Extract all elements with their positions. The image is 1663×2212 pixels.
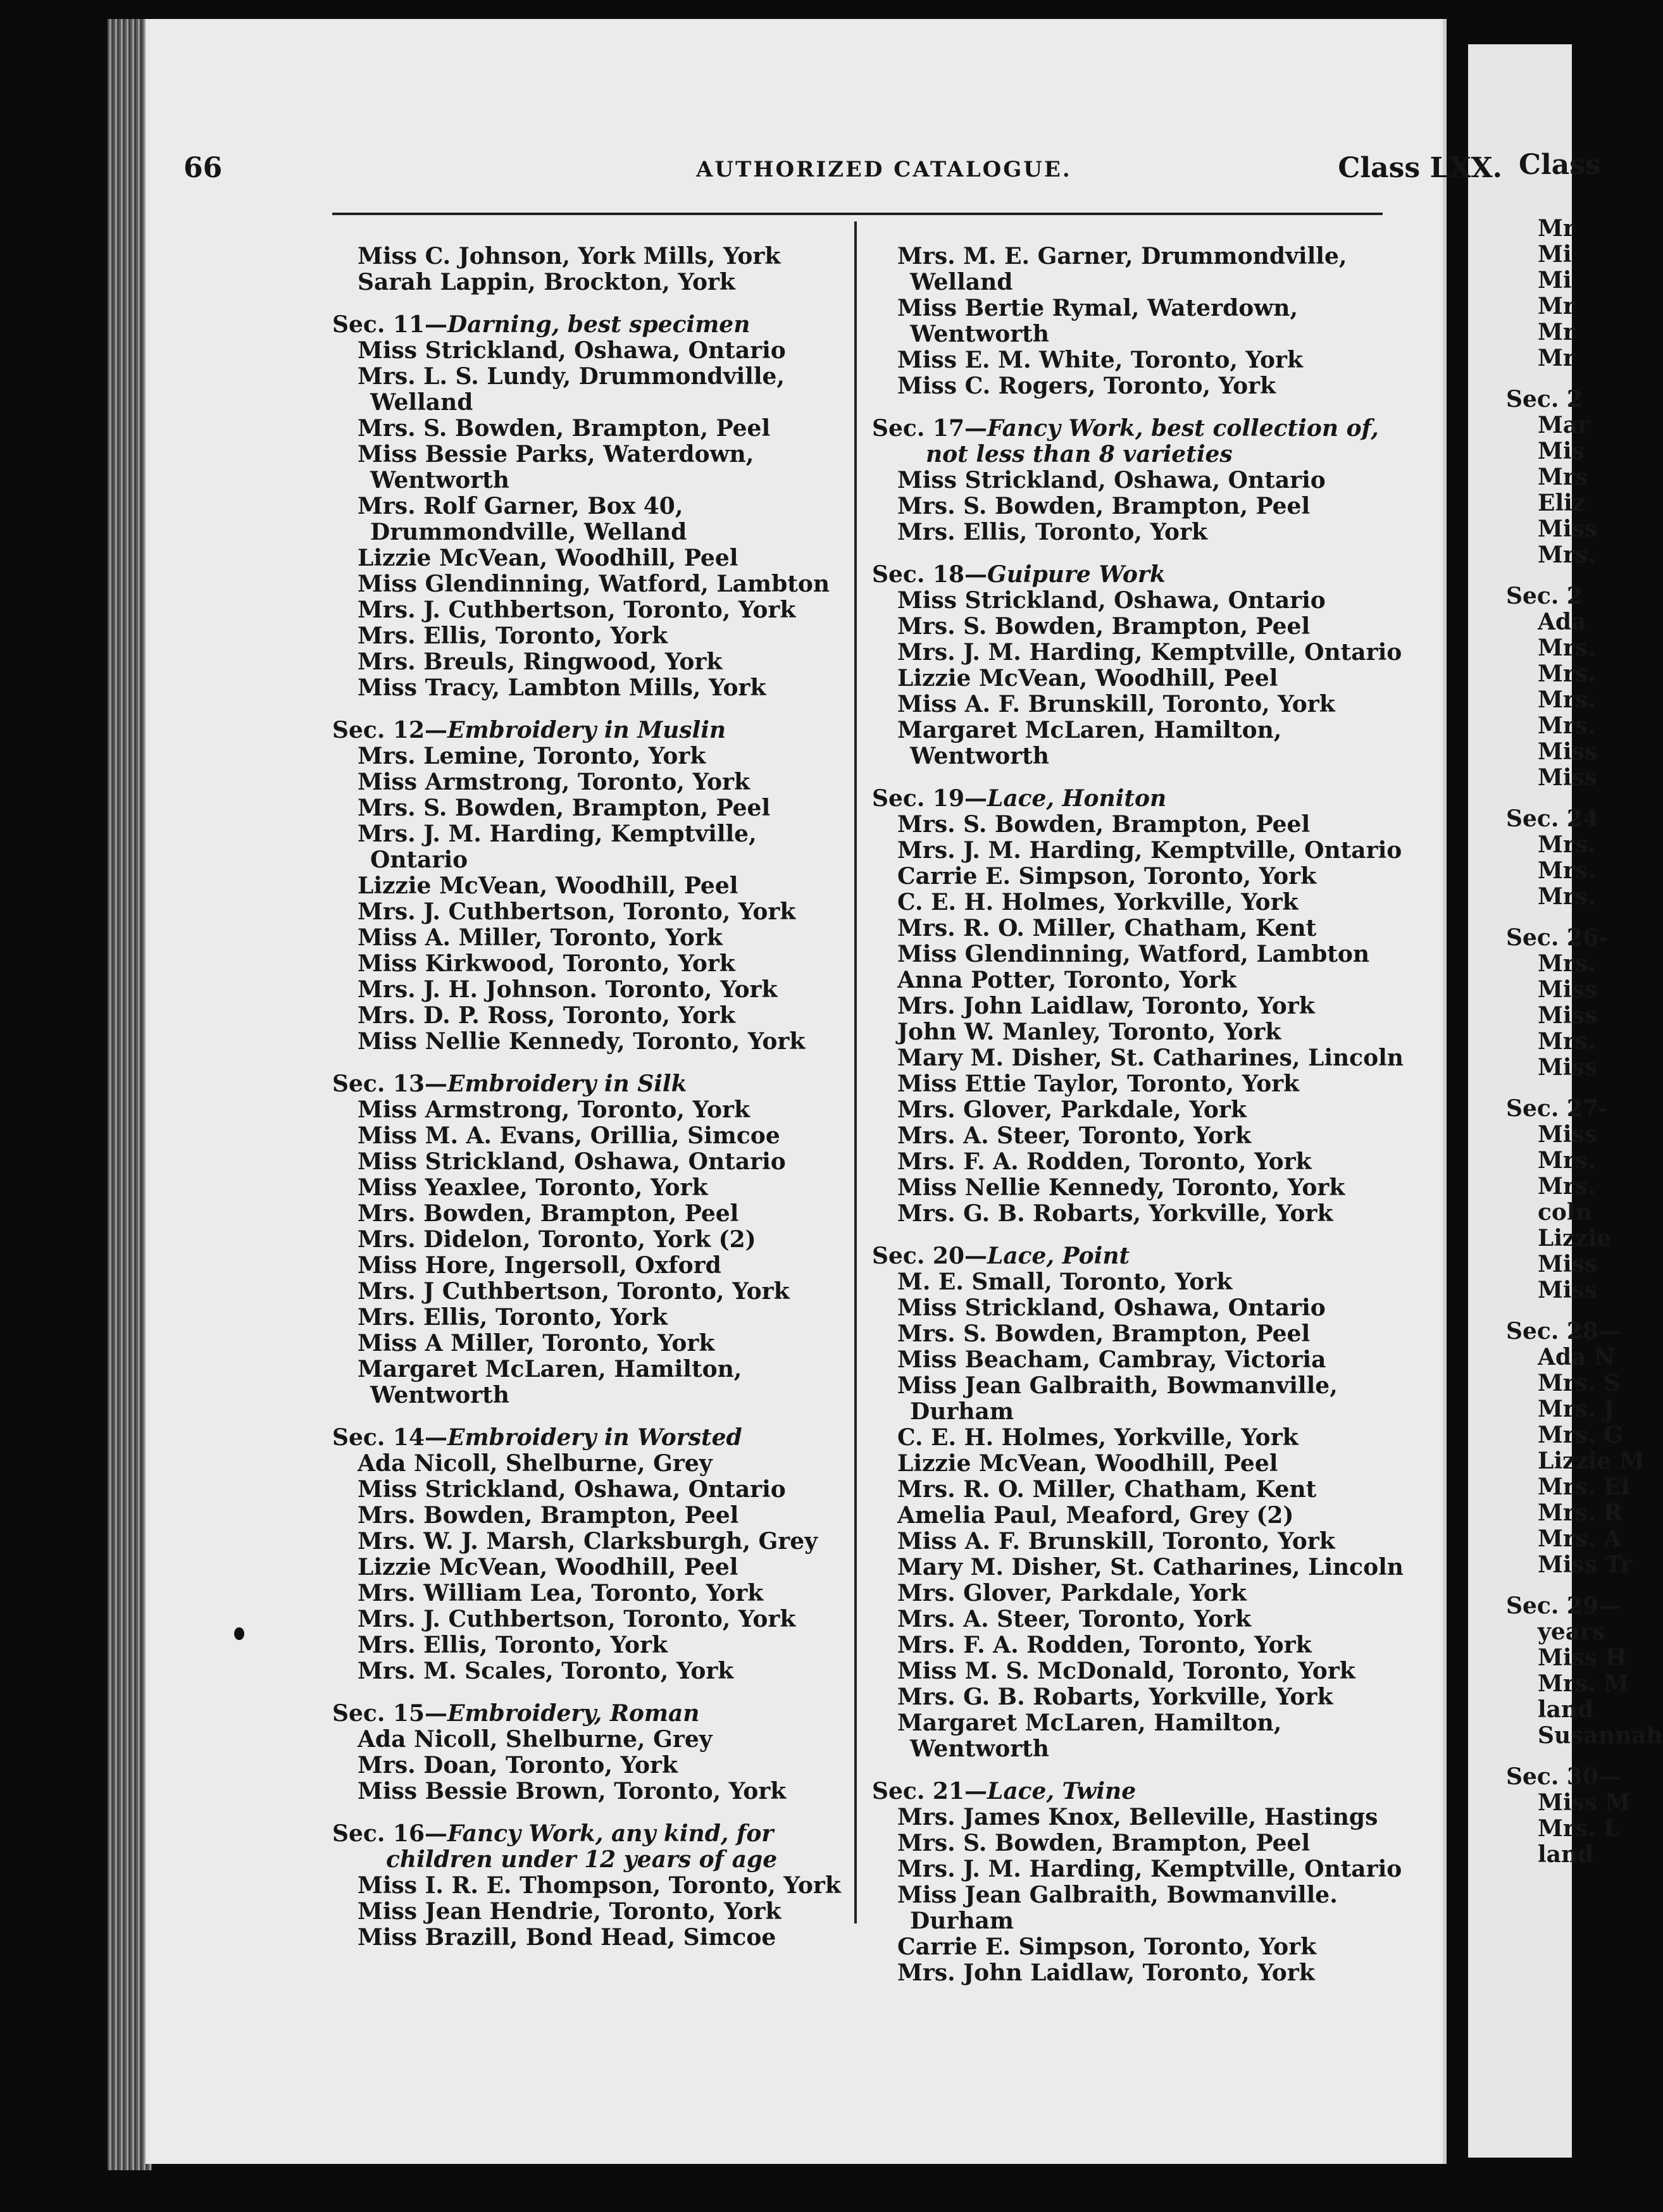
facing-page-line: Mrs. J bbox=[1538, 1396, 1615, 1422]
list-item: Mrs. R. O. Miller, Chatham, Kent bbox=[897, 915, 1317, 941]
facing-page-line: Sec. 26- bbox=[1506, 924, 1608, 951]
facing-page-line: Miss bbox=[1538, 516, 1598, 542]
list-item: Mrs. M. E. Garner, Drummondville, Welland bbox=[897, 243, 1347, 295]
list-item: Mrs. S. Bowden, Brampton, Peel bbox=[897, 493, 1311, 519]
facing-page-line: years bbox=[1538, 1619, 1605, 1645]
facing-page-line: Mr bbox=[1538, 345, 1575, 371]
list-item: Miss A. Miller, Toronto, York bbox=[358, 924, 723, 951]
section-heading bbox=[872, 786, 1404, 812]
list-item: Mrs. J. M. Harding, Kemptville, Ontario bbox=[897, 1856, 1402, 1882]
list-item: M. E. Small, Toronto, York bbox=[897, 1269, 1233, 1295]
list-item: Mrs. Ellis, Toronto, York bbox=[358, 1304, 668, 1331]
section-title: Fancy Work, any kind, for children under 12 years of age bbox=[386, 1820, 778, 1873]
list-item: Mrs. L. S. Lundy, Drummondville, Welland bbox=[358, 363, 785, 416]
running-title: AUTHORIZED CATALOGUE. bbox=[696, 157, 1072, 182]
facing-page-line: Mrs. bbox=[1538, 883, 1596, 910]
section-heading bbox=[872, 1779, 1404, 1805]
list-item: Mrs. M. Scales, Toronto, York bbox=[358, 1658, 734, 1684]
list-item: Mrs. John Laidlaw, Toronto, York bbox=[897, 1960, 1315, 1986]
list-item: Mrs. S. Bowden, Brampton, Peel bbox=[897, 1320, 1311, 1347]
header-rule bbox=[332, 213, 1383, 215]
section-title: Lace, Point bbox=[987, 1243, 1130, 1269]
section-number: Sec. 21— bbox=[872, 1778, 987, 1805]
facing-page-line: Mrs. bbox=[1538, 687, 1596, 713]
list-item: Mary M. Disher, St. Catharines, Lincoln bbox=[897, 1045, 1404, 1071]
list-item: Mrs. Ellis, Toronto, York bbox=[358, 1632, 668, 1658]
list-item: Mrs. Glover, Parkdale, York bbox=[897, 1580, 1247, 1606]
list-item: Miss Kirkwood, Toronto, York bbox=[358, 950, 735, 977]
facing-page-line: Lizzie M bbox=[1538, 1448, 1645, 1474]
list-item: Miss Strickland, Oshawa, Ontario bbox=[358, 1148, 786, 1175]
facing-page-line: coln bbox=[1538, 1199, 1592, 1226]
list-item: Miss Strickland, Oshawa, Ontario bbox=[897, 1295, 1326, 1321]
list-item: Miss Armstrong, Toronto, York bbox=[358, 769, 750, 795]
list-item: Mrs. J. M. Harding, Kemptville, Ontario bbox=[897, 837, 1402, 864]
list-item: Mrs. Doan, Toronto, York bbox=[358, 1752, 678, 1779]
section-number: Sec. 17— bbox=[872, 415, 987, 442]
facing-page-line: Mis bbox=[1538, 438, 1585, 464]
facing-page-line: Sec. 2 bbox=[1506, 583, 1583, 609]
facing-page-line: Mrs. R bbox=[1538, 1500, 1623, 1526]
list-item: Miss Ettie Taylor, Toronto, York bbox=[897, 1071, 1300, 1097]
list-item: Mrs. Bowden, Brampton, Peel bbox=[358, 1502, 739, 1529]
facing-page-line: Miss Tr bbox=[1538, 1551, 1633, 1578]
list-item: Mrs. William Lea, Toronto, York bbox=[358, 1580, 764, 1606]
page-header bbox=[184, 152, 1540, 196]
list-item: C. E. H. Holmes, Yorkville, York bbox=[897, 889, 1299, 916]
facing-page-line: Mrs. L bbox=[1538, 1815, 1620, 1842]
list-item: Miss M. A. Evans, Orillia, Simcoe bbox=[358, 1122, 780, 1149]
list-item: Mrs. S. Bowden, Brampton, Peel bbox=[358, 795, 771, 821]
list-item: Miss Beacham, Cambray, Victoria bbox=[897, 1346, 1326, 1373]
list-item: Mrs. J. M. Harding, Kemptville, Ontario bbox=[358, 821, 757, 873]
section-title: Embroidery in Worsted bbox=[447, 1424, 742, 1451]
section-number: Sec. 13— bbox=[332, 1071, 447, 1097]
list-item: Lizzie McVean, Woodhill, Peel bbox=[358, 1554, 738, 1581]
facing-page-line: Mrs. S bbox=[1538, 1370, 1621, 1396]
section-heading bbox=[332, 1701, 851, 1727]
section-title: Guipure Work bbox=[987, 561, 1166, 588]
section-number: Sec. 20— bbox=[872, 1243, 987, 1269]
section-title: Lace, Honiton bbox=[987, 785, 1167, 812]
facing-page-line: Mr bbox=[1538, 293, 1575, 320]
section-title: Fancy Work, best collection of, not less than 8 varieties bbox=[926, 415, 1379, 468]
list-item: Carrie E. Simpson, Toronto, York bbox=[897, 863, 1317, 890]
facing-page-line: Miss bbox=[1538, 738, 1598, 765]
facing-page-line: Mrs. bbox=[1538, 661, 1596, 687]
facing-page-line: Mrs bbox=[1538, 464, 1588, 490]
facing-page-line: Miss bbox=[1538, 1054, 1598, 1081]
section-heading bbox=[872, 1243, 1404, 1269]
facing-page-line: Miss bbox=[1538, 1121, 1598, 1148]
list-item: Mrs. W. J. Marsh, Clarksburgh, Grey bbox=[358, 1528, 818, 1555]
section-title: Darning, best specimen bbox=[447, 311, 751, 338]
column-divider bbox=[854, 221, 857, 1923]
facing-page-line: Mi bbox=[1538, 241, 1572, 268]
list-item: Miss Glendinning, Watford, Lambton bbox=[358, 571, 830, 597]
facing-page-line: Mrs. bbox=[1538, 635, 1596, 661]
section-number: Sec. 15— bbox=[332, 1700, 447, 1727]
left-column bbox=[332, 244, 851, 1951]
list-item: Miss Nellie Kennedy, Toronto, York bbox=[897, 1174, 1345, 1201]
list-item: Mrs. Rolf Garner, Box 40, Drummondville, Welland bbox=[358, 493, 687, 545]
list-item: Miss C. Rogers, Toronto, York bbox=[897, 373, 1276, 399]
facing-page-line: Miss bbox=[1538, 764, 1598, 791]
list-item: Miss Tracy, Lambton Mills, York bbox=[358, 674, 766, 701]
facing-page-line: Mi bbox=[1538, 267, 1572, 294]
facing-page-line: Mrs. bbox=[1538, 950, 1596, 977]
facing-page-line: Mar bbox=[1538, 412, 1590, 438]
list-item: Miss Armstrong, Toronto, York bbox=[358, 1097, 750, 1123]
list-item: Mrs. Ellis, Toronto, York bbox=[897, 519, 1207, 545]
facing-page-line: Miss bbox=[1538, 1277, 1598, 1303]
facing-page-line: land bbox=[1538, 1841, 1594, 1868]
list-item: Miss M. S. McDonald, Toronto, York bbox=[897, 1658, 1355, 1684]
facing-page-line: Sec. 24 bbox=[1506, 805, 1598, 832]
section-number: Sec. 18— bbox=[872, 561, 987, 588]
list-item: Mrs. J. Cuthbertson, Toronto, York bbox=[358, 597, 796, 623]
list-item: Miss A. F. Brunskill, Toronto, York bbox=[897, 1528, 1335, 1555]
section-title: Embroidery, Roman bbox=[447, 1700, 700, 1727]
list-item: John W. Manley, Toronto, York bbox=[897, 1019, 1281, 1045]
facing-page-line: Miss H bbox=[1538, 1644, 1627, 1671]
list-item: Mrs. James Knox, Belleville, Hastings bbox=[897, 1804, 1378, 1830]
list-item: Mrs. J Cuthbertson, Toronto, York bbox=[358, 1278, 790, 1305]
list-item: Miss Jean Galbraith, Bowmanville. Durham bbox=[897, 1882, 1338, 1934]
section-number: Sec. 14— bbox=[332, 1424, 447, 1451]
section-heading bbox=[332, 1821, 851, 1873]
facing-page-line: Mr bbox=[1538, 319, 1575, 345]
list-item: Mrs. S. Bowden, Brampton, Peel bbox=[358, 415, 771, 442]
ink-speck bbox=[234, 1627, 244, 1640]
list-item: Sarah Lappin, Brockton, York bbox=[358, 269, 735, 295]
list-item: Mrs. R. O. Miller, Chatham, Kent bbox=[897, 1476, 1317, 1503]
list-item: Margaret McLaren, Hamilton, Wentworth bbox=[358, 1356, 742, 1408]
facing-page bbox=[1468, 44, 1663, 2158]
list-item: C. E. H. Holmes, Yorkville, York bbox=[897, 1424, 1299, 1451]
list-item: Miss Nellie Kennedy, Toronto, York bbox=[358, 1028, 806, 1055]
list-item: Miss Brazill, Bond Head, Simcoe bbox=[358, 1924, 776, 1951]
section-heading bbox=[332, 1425, 851, 1451]
list-item: Margaret McLaren, Hamilton, Wentworth bbox=[897, 717, 1282, 769]
list-item: Mrs. A. Steer, Toronto, York bbox=[897, 1606, 1252, 1632]
list-item: Miss Strickland, Oshawa, Ontario bbox=[358, 337, 786, 364]
list-item: Mary M. Disher, St. Catharines, Lincoln bbox=[897, 1554, 1404, 1581]
list-item: Miss Strickland, Oshawa, Ontario bbox=[358, 1476, 786, 1503]
facing-page-line: Sec. 27- bbox=[1506, 1095, 1608, 1122]
list-item: Miss Strickland, Oshawa, Ontario bbox=[897, 467, 1326, 494]
section-title: Embroidery in Silk bbox=[447, 1071, 687, 1097]
list-item: Miss C. Johnson, York Mills, York bbox=[358, 243, 781, 270]
list-item: Miss Yeaxlee, Toronto, York bbox=[358, 1174, 708, 1201]
list-item: Mrs. Glover, Parkdale, York bbox=[897, 1097, 1247, 1123]
list-item: Miss Bertie Rymal, Waterdown, Wentworth bbox=[897, 295, 1299, 347]
facing-page-line: Mrs. bbox=[1538, 542, 1596, 568]
facing-page-line: Miss M bbox=[1538, 1789, 1631, 1816]
section-number: Sec. 11— bbox=[332, 311, 447, 338]
facing-page-line: land bbox=[1538, 1696, 1594, 1723]
list-item: Lizzie McVean, Woodhill, Peel bbox=[358, 873, 738, 899]
facing-page-line: Mrs. A bbox=[1538, 1525, 1622, 1552]
section-number: Sec. 12— bbox=[332, 717, 447, 743]
facing-page-line: Miss bbox=[1538, 1002, 1598, 1029]
list-item: Mrs. J. Cuthbertson, Toronto, York bbox=[358, 898, 796, 925]
list-item: Ada Nicoll, Shelburne, Grey bbox=[358, 1450, 713, 1477]
list-item: Lizzie McVean, Woodhill, Peel bbox=[358, 545, 738, 571]
facing-page-line: Mrs. bbox=[1538, 1028, 1596, 1055]
list-item: Mrs. Breuls, Ringwood, York bbox=[358, 649, 723, 675]
list-item: Mrs. G. B. Robarts, Yorkville, York bbox=[897, 1684, 1333, 1710]
facing-page-line: Mrs. bbox=[1538, 1173, 1596, 1200]
list-item: Miss I. R. E. Thompson, Toronto, York bbox=[358, 1872, 841, 1899]
class-label: Class LXX. bbox=[1338, 152, 1502, 184]
list-item: Mrs. J. M. Harding, Kemptville, Ontario bbox=[897, 639, 1402, 666]
list-item: Amelia Paul, Meaford, Grey (2) bbox=[897, 1502, 1294, 1529]
list-item: Mrs. F. A. Rodden, Toronto, York bbox=[897, 1632, 1312, 1658]
facing-page-line: Sec. 28— bbox=[1506, 1318, 1621, 1345]
facing-page-line: Mr bbox=[1538, 215, 1575, 242]
list-item: Mrs. Ellis, Toronto, York bbox=[358, 623, 668, 649]
section-title: Lace, Twine bbox=[987, 1778, 1137, 1805]
list-item: Ada Nicoll, Shelburne, Grey bbox=[358, 1726, 713, 1753]
list-item: Anna Potter, Toronto, York bbox=[897, 967, 1236, 993]
facing-page-line: Sec. 30— bbox=[1506, 1763, 1621, 1790]
facing-page-line: Mrs. G bbox=[1538, 1422, 1623, 1448]
list-item: Miss A. F. Brunskill, Toronto, York bbox=[897, 691, 1335, 718]
section-number: Sec. 16— bbox=[332, 1820, 447, 1847]
facing-page-line: Ada bbox=[1538, 609, 1586, 635]
list-item: Mrs. J. H. Johnson. Toronto, York bbox=[358, 976, 778, 1003]
section-number: Sec. 19— bbox=[872, 785, 987, 812]
list-item: Mrs. F. A. Rodden, Toronto, York bbox=[897, 1148, 1312, 1175]
facing-page-line: Mrs. bbox=[1538, 857, 1596, 884]
facing-page-line: Mrs. M bbox=[1538, 1670, 1629, 1697]
page-number: 66 bbox=[184, 152, 223, 184]
facing-page-line: Mrs. bbox=[1538, 712, 1596, 739]
section-heading bbox=[332, 312, 851, 338]
facing-page-line: Mrs. bbox=[1538, 1147, 1596, 1174]
facing-page-header: Class bbox=[1519, 149, 1601, 181]
list-item: Mrs. Bowden, Brampton, Peel bbox=[358, 1200, 739, 1227]
section-title: Embroidery in Muslin bbox=[447, 717, 726, 743]
list-item: Mrs. S. Bowden, Brampton, Peel bbox=[897, 811, 1311, 838]
list-item: Miss Bessie Parks, Waterdown, Wentworth bbox=[358, 441, 754, 494]
list-item: Mrs. John Laidlaw, Toronto, York bbox=[897, 993, 1315, 1019]
list-item: Mrs. G. B. Robarts, Yorkville, York bbox=[897, 1200, 1333, 1227]
list-item: Carrie E. Simpson, Toronto, York bbox=[897, 1934, 1317, 1960]
facing-page-line: Miss bbox=[1538, 1251, 1598, 1277]
facing-page-line: Mrs. El bbox=[1538, 1474, 1630, 1500]
list-item: Margaret McLaren, Hamilton, Wentworth bbox=[897, 1710, 1282, 1762]
list-item: Miss E. M. White, Toronto, York bbox=[897, 347, 1303, 373]
list-item: Mrs. A. Steer, Toronto, York bbox=[897, 1122, 1252, 1149]
facing-page-line: Eliz bbox=[1538, 490, 1586, 516]
list-item: Miss Hore, Ingersoll, Oxford bbox=[358, 1252, 721, 1279]
list-item: Mrs. Lemine, Toronto, York bbox=[358, 743, 706, 769]
list-item: Mrs. S. Bowden, Brampton, Peel bbox=[897, 613, 1311, 640]
list-item: Miss Glendinning, Watford, Lambton bbox=[897, 941, 1370, 967]
facing-page-line: Mrs. bbox=[1538, 831, 1596, 858]
list-item: Mrs. D. P. Ross, Toronto, York bbox=[358, 1002, 735, 1029]
list-item: Miss Bessie Brown, Toronto, York bbox=[358, 1778, 787, 1805]
list-item: Miss A Miller, Toronto, York bbox=[358, 1330, 715, 1357]
section-heading bbox=[332, 718, 851, 743]
list-item: Mrs. S. Bowden, Brampton, Peel bbox=[897, 1830, 1311, 1856]
list-item: Lizzie McVean, Woodhill, Peel bbox=[897, 665, 1278, 692]
list-item: Miss Jean Galbraith, Bowmanville, Durham bbox=[897, 1372, 1338, 1425]
facing-page-line: Lizzie bbox=[1538, 1225, 1612, 1252]
list-item: Mrs. Didelon, Toronto, York (2) bbox=[358, 1226, 756, 1253]
list-item: Mrs. J. Cuthbertson, Toronto, York bbox=[358, 1606, 796, 1632]
right-column bbox=[872, 244, 1404, 1986]
section-heading bbox=[872, 562, 1404, 588]
facing-page-line: Susannah bbox=[1538, 1722, 1663, 1749]
facing-page-line: Miss bbox=[1538, 976, 1598, 1003]
section-heading bbox=[872, 416, 1404, 468]
list-item: Miss Jean Hendrie, Toronto, York bbox=[358, 1898, 782, 1925]
facing-page-line: Sec. 2 bbox=[1506, 386, 1583, 413]
list-item: Lizzie McVean, Woodhill, Peel bbox=[897, 1450, 1278, 1477]
facing-page-line: Ada N bbox=[1538, 1344, 1615, 1370]
facing-page-text bbox=[1468, 44, 1663, 1868]
facing-page-line: Sec. 29— bbox=[1506, 1593, 1621, 1619]
list-item: Miss Strickland, Oshawa, Ontario bbox=[897, 587, 1326, 614]
section-heading bbox=[332, 1071, 851, 1097]
